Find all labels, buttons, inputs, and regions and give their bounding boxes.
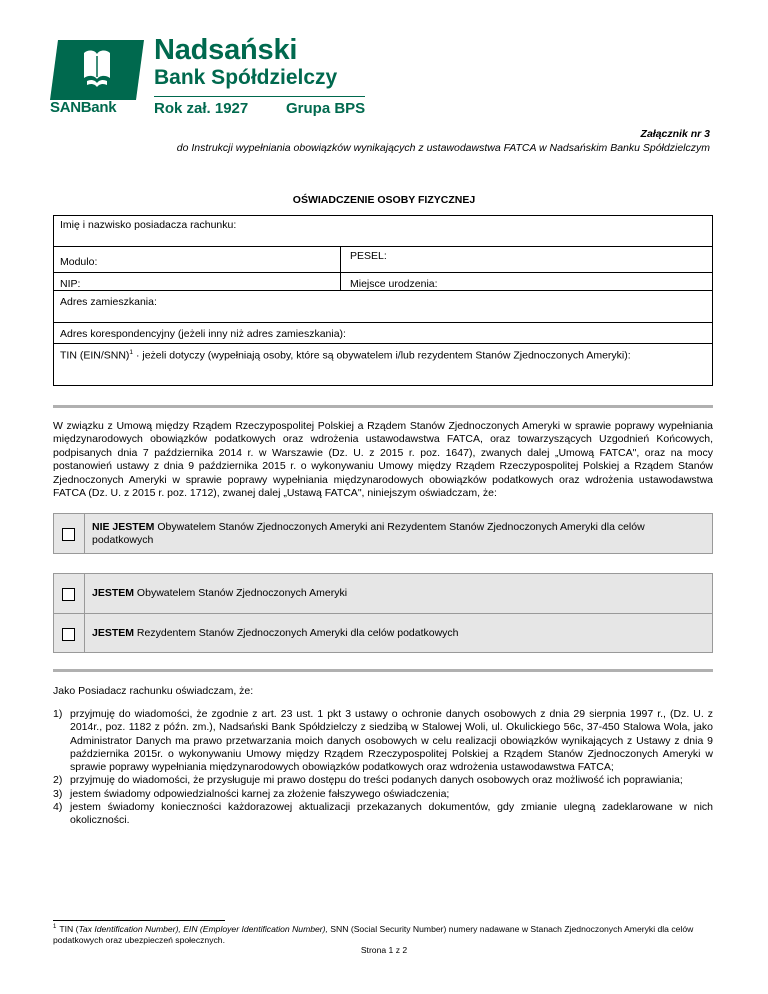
page-number: Strona 1 z 2 <box>360 945 408 955</box>
declarations-list <box>53 708 713 828</box>
section-divider <box>53 669 713 672</box>
section-divider <box>53 405 713 408</box>
address-field[interactable] <box>54 293 163 311</box>
pesel-field[interactable] <box>344 247 393 265</box>
personal-data-table <box>53 215 713 386</box>
logo-divider <box>154 96 365 97</box>
option-bold: JESTEM <box>92 587 135 599</box>
footnote-rule <box>53 920 225 921</box>
attachment-subtitle: do Instrukcji wypełniania obowiązków wynikających z ustawodawstwa FATCA w Nadsańskim Banku Spółdzielczym <box>176 142 710 154</box>
holder-name-label: Imię i nazwisko posiadacza rachunku: <box>60 219 237 231</box>
intro-paragraph: W związku z Umową między Rządem Rzeczypospolitej Polskiej a Rządem Stanów Zjednoczonych Ameryki w sprawie poprawy wypełniania międzynarodowych obowiązków podatkowych oraz wdrożenia ustawodawstwa FATCA, oraz towarzyszących Uzgodnień Końcowych, podpisanych dnia 7 października 2014 r. w Warszawie (Dz. U. z 2015 r. poz. 1647), zwanych dalej „Umową FATCA", oraz na mocy postanowień ustawy z dnia 9 października 2015 r. o wykonywaniu Umowy między Rządem Rzeczypospolitej Polskiej a Rządem Stanów Zjednoczonych Ameryki w sprawie poprawy wypełniania międzynarodowych obowiązków podatkowych oraz wdrożenia ustawodawstwa FATCA (Dz. U. z 2015 r. poz. 1712), zwanej dalej „Ustawą FATCA", niniejszym oświadczam, że: <box>53 420 713 500</box>
document-title: OŚWIADCZENIE OSOBY FIZYCZNEJ <box>292 194 476 206</box>
attachment-title: Załącznik nr 3 <box>640 128 710 140</box>
list-item: 2) przyjmuję do wiadomości, że przysługuje mi prawo dostępu do treści podanych danych osobowych oraz możliwość ich poprawiania; <box>53 774 683 787</box>
checkbox-not-us-person[interactable] <box>62 528 75 541</box>
footnote: $^1$ TIN (Tax Identification Number), EIN (Employer Identification Number), SNN (Social Security Number) numery nadawane w Stanach Zjednoczonych Ameryki dla celów podatkowych oraz ubezpieczeń społecznych. <box>53 923 694 945</box>
option-text: Obywatelem Stanów Zjednoczonych Ameryki <box>134 587 348 599</box>
list-item: 1) przyjmuję do wiadomości, że zgodnie z art. 23 ust. 1 pkt 3 ustawy o ochronie danych osobowych z dnia 29 sierpnia 1997 r., (Dz. U. z 2014r., poz. 1182 z późn. zm.), Nadsański Bank Spółdzielczy z siedzibą w Stalowej Woli, ul. Okulickiego 56c, 37-450 Stalowa Wola, jako Administrator Danych ma prawo przetwarzania moich danych osobowych w celu realizacji obowiązków wynikających z Ustawy z dnia 9 października 2015r. o wykonywaniu Umowy między Rządem Rzeczypospolitej Polskiej a Rządem Stanów Zjednoczonych Ameryki w sprawie poprawy wypełniania międzynarodowych obowiązków podatkowych oraz wdrożenia ustawodawstwa FATCA; <box>53 708 713 774</box>
checkbox-us-tax-resident[interactable] <box>62 628 75 641</box>
option-text: Rezydentem Stanów Zjednoczonych Ameryki dla celów podatkowych <box>134 627 459 639</box>
logo-founded: Rok zał. 1927 <box>154 100 249 117</box>
footnote-ref: 1 <box>129 349 134 356</box>
option-bold: NIE JESTEM <box>92 521 155 533</box>
tin-label-suffix: · jeżeli dotyczy (wypełniają osoby, które są obywatelem i/lub rezydentem Stanów Zjednoczonych Ameryki): <box>135 349 631 362</box>
option-text: Obywatelem Stanów Zjednoczonych Ameryki ani Rezydentem Stanów Zjednoczonych Ameryki dla celów podatkowych <box>92 521 645 547</box>
modulo-label: Modulo: <box>60 256 98 268</box>
logo-bank-name-line2: Bank Spółdzielczy <box>154 66 338 89</box>
modulo-field[interactable] <box>54 253 103 271</box>
checkbox-us-citizen[interactable] <box>62 588 75 601</box>
logo-bank-name-line1: Nadsański <box>154 34 298 66</box>
option-bold: JESTEM <box>92 627 135 639</box>
tin-label: TIN (EIN/SNN) <box>60 349 130 362</box>
logo-group: Grupa BPS <box>286 100 366 117</box>
holder-name-field[interactable] <box>54 216 242 234</box>
address-label: Adres zamieszkania: <box>60 296 157 308</box>
correspondence-address-field[interactable] <box>54 325 352 343</box>
logo-brand-text: SANBank <box>50 99 117 116</box>
list-item: 3) jestem świadomy odpowiedzialności karnej za złożenie fałszywego oświadczenia; <box>53 787 450 800</box>
tin-field[interactable] <box>54 346 637 365</box>
option-not-us-person[interactable] <box>53 513 713 554</box>
option-us-tax-resident[interactable] <box>53 613 713 653</box>
option-us-citizen[interactable] <box>53 573 713 614</box>
footnote-number: 1 <box>53 924 57 930</box>
correspondence-address-label: Adres korespondencyjny (jeżeli inny niż adres zamieszkania): <box>60 328 346 340</box>
birthplace-label: Miejsce urodzenia: <box>350 278 438 290</box>
bank-logo-icon <box>50 40 144 100</box>
pesel-label: PESEL: <box>350 250 387 262</box>
declarations-intro: Jako Posiadacz rachunku oświadczam, że: <box>53 685 254 697</box>
list-item: 4) jestem świadomy konieczności każdorazowej aktualizacji przekazanych dokumentów, gdy zmianie ulegną zadeklarowane w nich okoliczności. <box>53 801 713 827</box>
nip-label: NIP: <box>60 278 81 290</box>
